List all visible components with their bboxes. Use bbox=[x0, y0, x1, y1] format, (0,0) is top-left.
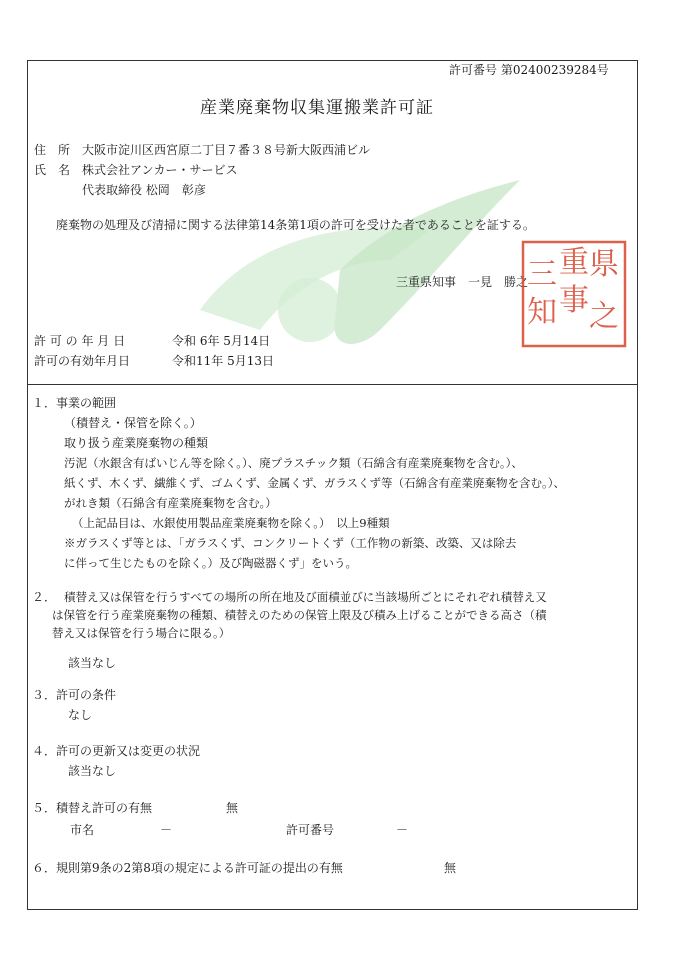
certification-text: 廃棄物の処理及び清掃に関する法律第14条第1項の許可を受けた者であることを証する。 bbox=[56, 218, 535, 232]
section-1-types-line: 紙くず、木くず、繊維くず、ゴムくず、金属くず、ガラスくず等（石綿含有産業廃棄物を含む。）、 bbox=[64, 476, 566, 490]
seal-char: 之 bbox=[589, 299, 619, 334]
seal-char: 県 bbox=[589, 247, 619, 282]
section-5-heading: ５．積替え許可の有無 bbox=[32, 801, 153, 815]
section-6-heading: ６．規則第9条の2第8項の規定による許可証の提出の有無 bbox=[32, 861, 343, 875]
permit-date-label: 許 可 の 年 月 日 bbox=[34, 334, 126, 348]
section-2-value: 該当なし bbox=[68, 656, 117, 670]
section-1-note: ※ガラスくず等とは、「ガラスくず、コンクリートくず（工作物の新築、改築、又は除去 bbox=[64, 536, 517, 550]
representative: 代表取締役 松岡 彰彦 bbox=[82, 183, 206, 197]
permit-number-label: 許可番号 bbox=[286, 823, 335, 837]
section-4-value: 該当なし bbox=[68, 764, 117, 778]
section-1-types-line: がれき類（石綿含有産業廃棄物を含む。） bbox=[64, 496, 277, 510]
name-label: 氏 名 bbox=[34, 163, 71, 177]
section-2-text: 替え又は保管を行う場合に限る。） bbox=[52, 626, 231, 640]
section-1-heading: １．事業の範囲 bbox=[32, 396, 117, 410]
section-1-types-line: 汚泥（水銀含有ばいじん等を除く。）、廃プラスチック類（石綿含有産業廃棄物を含む。）、 bbox=[64, 456, 523, 470]
section-2-text: 積替え又は保管を行うすべての場所の所在地及び面積並びに当該場所ごとにそれぞれ積替え又 bbox=[64, 590, 547, 604]
seal-char: 知 bbox=[527, 295, 557, 330]
section-4-heading: ４．許可の更新又は変更の状況 bbox=[32, 744, 201, 758]
seal-char: 重 bbox=[559, 245, 589, 280]
section-2-text: は保管を行う産業廃棄物の種類、積替えのための保管上限及び積み上げることができる高さ（積 bbox=[52, 608, 547, 622]
seal-char: 事 bbox=[559, 283, 589, 318]
expiry-date-label: 許可の有効年月日 bbox=[34, 354, 131, 368]
section-6-value: 無 bbox=[444, 861, 457, 875]
expiry-date: 令和11年 5月13日 bbox=[172, 354, 274, 368]
section-1-types-heading: 取り扱う産業廃棄物の種類 bbox=[64, 436, 209, 450]
permit-number-value: － bbox=[396, 823, 409, 837]
section-3-heading: ３．許可の条件 bbox=[32, 688, 117, 702]
address-label: 住 所 bbox=[34, 143, 71, 157]
city-value: － bbox=[160, 823, 173, 837]
seal-char: 三 bbox=[527, 257, 557, 292]
section-divider bbox=[27, 384, 638, 385]
official-seal bbox=[521, 240, 627, 348]
address-value: 大阪市淀川区西宮原二丁目７番３８号新大阪西浦ビル bbox=[82, 143, 371, 157]
city-label: 市名 bbox=[70, 823, 95, 837]
permit-number: 許可番号 第02400239284号 bbox=[449, 63, 609, 77]
section-3-value: なし bbox=[68, 708, 93, 722]
permit-date: 令和 6年 5月14日 bbox=[172, 334, 271, 348]
section-5-value: 無 bbox=[226, 801, 239, 815]
section-1-note: に伴って生じたものを除く。）及び陶磁器くず」をいう。 bbox=[64, 556, 358, 570]
section-1-note: （上記品目は、水銀使用製品産業廃棄物を除く。） 以上9種類 bbox=[72, 516, 390, 530]
prefecture-emblem-watermark bbox=[190, 160, 530, 360]
issuer: 三重県知事 一見 勝之 bbox=[396, 275, 529, 289]
page-title: 産業廃棄物収集運搬業許可証 bbox=[200, 98, 434, 118]
company-name: 株式会社アンカー・サービス bbox=[82, 163, 238, 177]
section-1-scope: （積替え・保管を除く。） bbox=[64, 416, 202, 430]
section-2-number: ２． bbox=[32, 590, 57, 604]
